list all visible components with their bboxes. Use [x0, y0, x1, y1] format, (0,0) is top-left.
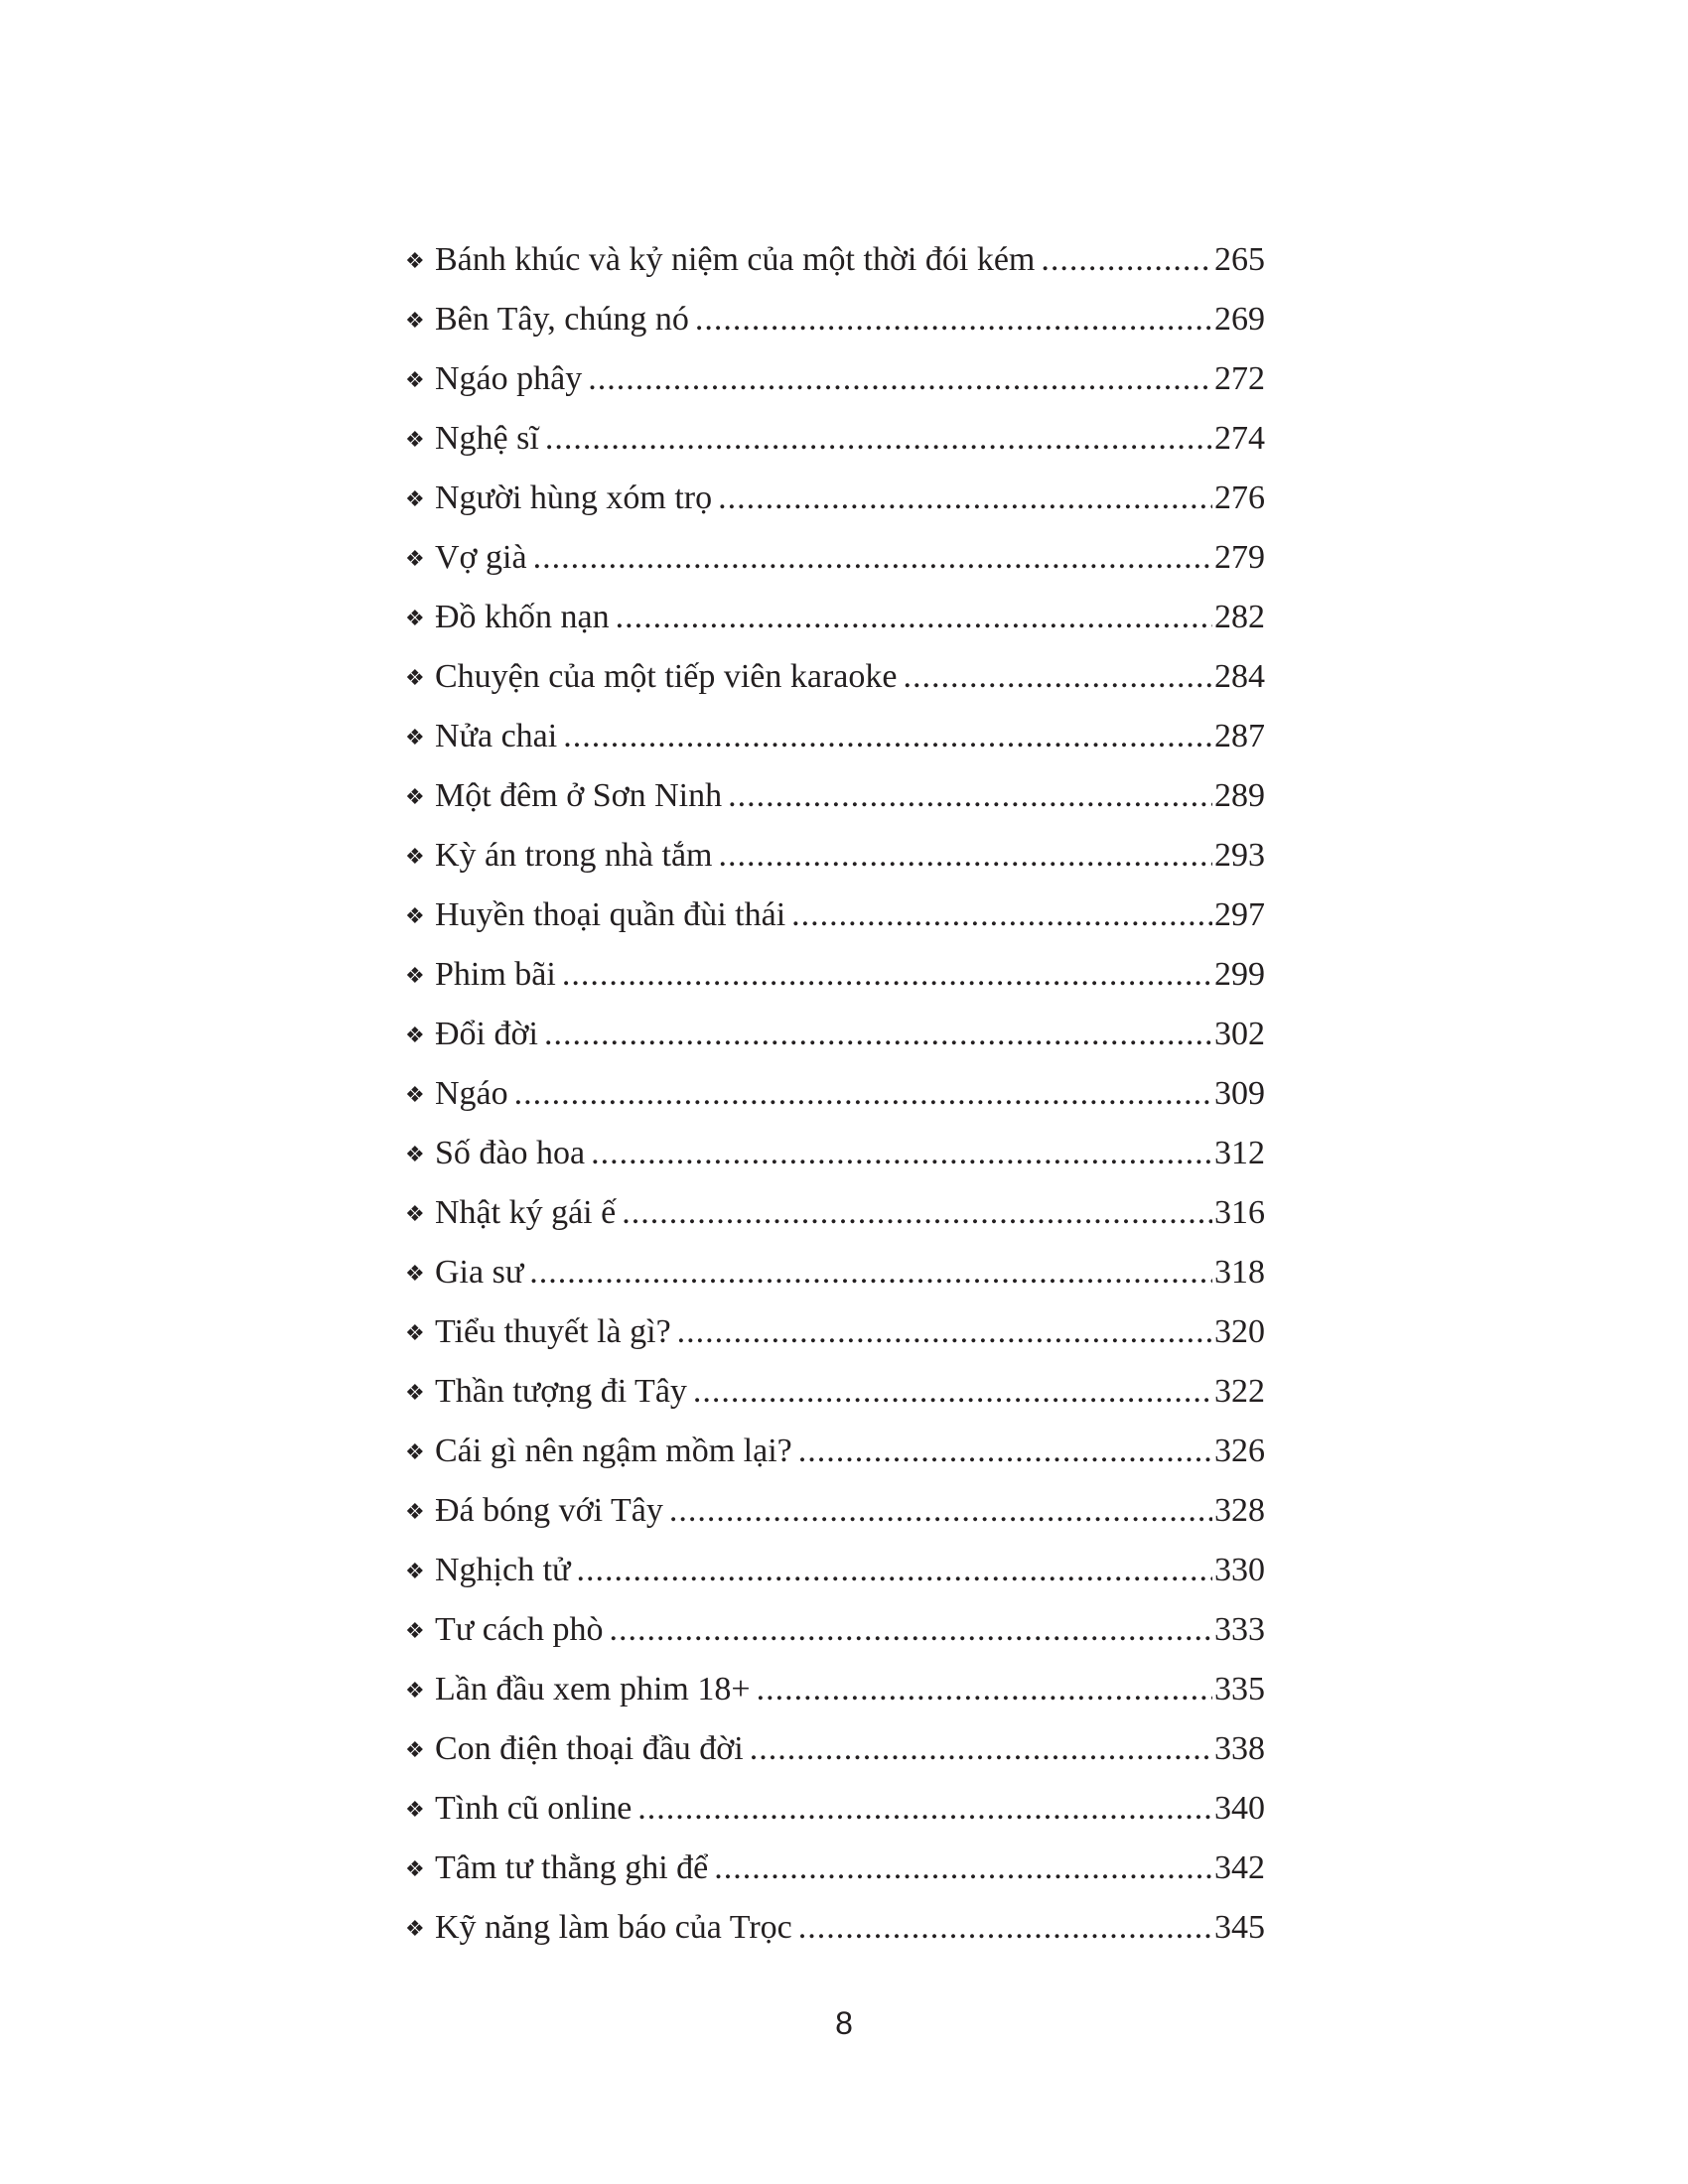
toc-entry	[405, 1898, 1265, 1958]
toc-entry-title: Lần đầu xem phim 18+	[435, 1671, 751, 1707]
dot-leader	[529, 1243, 1212, 1302]
dot-leader	[693, 1362, 1212, 1422]
toc-entry-title: Gia sư	[435, 1254, 524, 1291]
toc-entry	[405, 1124, 1265, 1183]
diamond-bullet-icon: ❖	[405, 607, 425, 631]
toc-entry	[405, 1422, 1265, 1481]
dot-leader	[714, 1839, 1212, 1898]
dot-leader	[669, 1481, 1212, 1541]
dot-leader	[588, 349, 1212, 409]
toc-entry-page: 272	[1214, 360, 1265, 397]
toc-entry	[405, 1243, 1265, 1302]
toc-entry-page: 330	[1214, 1552, 1265, 1588]
diamond-bullet-icon: ❖	[405, 1560, 425, 1584]
dot-leader	[637, 1779, 1212, 1839]
toc-entry	[405, 349, 1265, 409]
dot-leader	[545, 409, 1212, 469]
toc-entry-page: 328	[1214, 1492, 1265, 1529]
toc-entry-title: Kỹ năng làm báo của Trọc	[435, 1909, 792, 1946]
toc-entry-page: 289	[1214, 777, 1265, 814]
diamond-bullet-icon: ❖	[405, 726, 425, 751]
toc-entry	[405, 1600, 1265, 1660]
toc-entry	[405, 588, 1265, 647]
toc-entry-page: 282	[1214, 599, 1265, 635]
diamond-bullet-icon: ❖	[405, 368, 425, 393]
toc-entry-title: Nghịch tử	[435, 1552, 571, 1588]
toc-entry	[405, 1541, 1265, 1600]
toc-entry-title: Tâm tư thằng ghi để	[435, 1849, 709, 1886]
toc-entry	[405, 1660, 1265, 1719]
toc-entry-page: 335	[1214, 1671, 1265, 1707]
toc-entry-page: 340	[1214, 1790, 1265, 1827]
toc-entry	[405, 1719, 1265, 1779]
toc-entry-page: 338	[1214, 1730, 1265, 1767]
diamond-bullet-icon: ❖	[405, 1083, 425, 1108]
toc-entry	[405, 826, 1265, 886]
dot-leader	[903, 647, 1212, 707]
toc-entry-page: 322	[1214, 1373, 1265, 1410]
dot-leader	[728, 766, 1212, 826]
dot-leader	[616, 588, 1212, 647]
toc-entry-page: 302	[1214, 1016, 1265, 1052]
toc-entry-title: Một đêm ở Sơn Ninh	[435, 777, 723, 814]
diamond-bullet-icon: ❖	[405, 1738, 425, 1763]
toc-entry-page: 312	[1214, 1135, 1265, 1171]
toc-entry-page: 333	[1214, 1611, 1265, 1648]
toc-entry-title: Đổi đời	[435, 1016, 538, 1052]
toc-entry-page: 276	[1214, 479, 1265, 516]
toc-entry-page: 265	[1214, 241, 1265, 278]
toc-entry-title: Bên Tây, chúng nó	[435, 301, 689, 338]
toc-entry	[405, 1839, 1265, 1898]
toc-entry-page: 299	[1214, 956, 1265, 993]
toc-entry-title: Vợ già	[435, 539, 527, 576]
toc-entry	[405, 1779, 1265, 1839]
toc-entry-title: Ngáo	[435, 1075, 508, 1112]
diamond-bullet-icon: ❖	[405, 309, 425, 334]
toc-entry	[405, 1064, 1265, 1124]
toc-entry-page: 297	[1214, 896, 1265, 933]
toc-entry	[405, 1005, 1265, 1064]
diamond-bullet-icon: ❖	[405, 1798, 425, 1823]
toc-entry-title: Nghệ sĩ	[435, 420, 539, 457]
toc-entry-title: Số đào hoa	[435, 1135, 586, 1171]
toc-entry	[405, 707, 1265, 766]
dot-leader	[609, 1600, 1212, 1660]
diamond-bullet-icon: ❖	[405, 1321, 425, 1346]
toc-entry	[405, 886, 1265, 945]
toc-entry-page: 279	[1214, 539, 1265, 576]
toc-entry-page: 326	[1214, 1433, 1265, 1469]
dot-leader	[562, 945, 1212, 1005]
toc-entry	[405, 469, 1265, 528]
table-of-contents	[405, 230, 1265, 1958]
toc-entry-page: 342	[1214, 1849, 1265, 1886]
toc-entry	[405, 1481, 1265, 1541]
toc-entry-page: 269	[1214, 301, 1265, 338]
toc-entry-title: Tư cách phò	[435, 1611, 604, 1648]
diamond-bullet-icon: ❖	[405, 1619, 425, 1644]
toc-entry	[405, 766, 1265, 826]
dot-leader	[791, 886, 1212, 945]
dot-leader	[514, 1064, 1212, 1124]
diamond-bullet-icon: ❖	[405, 547, 425, 572]
toc-entry	[405, 647, 1265, 707]
dot-leader	[695, 290, 1212, 349]
dot-leader	[576, 1541, 1212, 1600]
toc-entry	[405, 1302, 1265, 1362]
diamond-bullet-icon: ❖	[405, 1381, 425, 1406]
dot-leader	[622, 1183, 1212, 1243]
toc-entry-title: Con điện thoại đầu đời	[435, 1730, 744, 1767]
toc-entry-title: Người hùng xóm trọ	[435, 479, 713, 516]
diamond-bullet-icon: ❖	[405, 666, 425, 691]
diamond-bullet-icon: ❖	[405, 1262, 425, 1287]
toc-entry-title: Đồ khốn nạn	[435, 599, 610, 635]
dot-leader	[544, 1005, 1212, 1064]
toc-entry-page: 274	[1214, 420, 1265, 457]
toc-entry-page: 345	[1214, 1909, 1265, 1946]
toc-entry	[405, 290, 1265, 349]
diamond-bullet-icon: ❖	[405, 1679, 425, 1704]
toc-entry-title: Huyền thoại quần đùi thái	[435, 896, 786, 933]
diamond-bullet-icon: ❖	[405, 428, 425, 453]
dot-leader	[750, 1719, 1212, 1779]
toc-entry	[405, 528, 1265, 588]
toc-entry-title: Cái gì nên ngậm mồm lại?	[435, 1433, 792, 1469]
toc-entry-title: Tiểu thuyết là gì?	[435, 1313, 671, 1350]
toc-entry-page: 318	[1214, 1254, 1265, 1291]
toc-entry-title: Bánh khúc và kỷ niệm của một thời đói kém	[435, 241, 1036, 278]
toc-entry-page: 293	[1214, 837, 1265, 874]
dot-leader	[533, 528, 1212, 588]
toc-entry-title: Kỳ án trong nhà tắm	[435, 837, 713, 874]
diamond-bullet-icon: ❖	[405, 964, 425, 989]
toc-entry-title: Chuyện của một tiếp viên karaoke	[435, 658, 898, 695]
diamond-bullet-icon: ❖	[405, 785, 425, 810]
toc-entry-page: 309	[1214, 1075, 1265, 1112]
diamond-bullet-icon: ❖	[405, 1500, 425, 1525]
toc-entry	[405, 945, 1265, 1005]
toc-entry-page: 316	[1214, 1194, 1265, 1231]
dot-leader	[677, 1302, 1212, 1362]
diamond-bullet-icon: ❖	[405, 1202, 425, 1227]
dot-leader	[798, 1422, 1212, 1481]
toc-entry-title: Nhật ký gái ế	[435, 1194, 617, 1231]
diamond-bullet-icon: ❖	[405, 1440, 425, 1465]
diamond-bullet-icon: ❖	[405, 904, 425, 929]
diamond-bullet-icon: ❖	[405, 1143, 425, 1167]
toc-entry	[405, 230, 1265, 290]
diamond-bullet-icon: ❖	[405, 1857, 425, 1882]
diamond-bullet-icon: ❖	[405, 249, 425, 274]
toc-entry-title: Đá bóng với Tây	[435, 1492, 663, 1529]
toc-entry-title: Nửa chai	[435, 718, 558, 754]
toc-entry-page: 284	[1214, 658, 1265, 695]
toc-entry-page: 287	[1214, 718, 1265, 754]
diamond-bullet-icon: ❖	[405, 1024, 425, 1048]
diamond-bullet-icon: ❖	[405, 1917, 425, 1942]
toc-entry-title: Ngáo phây	[435, 360, 583, 397]
dot-leader	[718, 469, 1212, 528]
toc-entry-title: Thần tượng đi Tây	[435, 1373, 687, 1410]
toc-entry-title: Phim bãi	[435, 956, 556, 993]
toc-entry-page: 320	[1214, 1313, 1265, 1350]
toc-entry-title: Tình cũ online	[435, 1790, 633, 1827]
dot-leader	[798, 1898, 1212, 1958]
diamond-bullet-icon: ❖	[405, 487, 425, 512]
page-number: 8	[835, 2005, 853, 2041]
diamond-bullet-icon: ❖	[405, 845, 425, 870]
dot-leader	[719, 826, 1213, 886]
dot-leader	[563, 707, 1212, 766]
toc-entry	[405, 1183, 1265, 1243]
dot-leader	[757, 1660, 1212, 1719]
toc-entry	[405, 1362, 1265, 1422]
dot-leader	[1041, 230, 1212, 290]
toc-entry	[405, 409, 1265, 469]
dot-leader	[591, 1124, 1212, 1183]
